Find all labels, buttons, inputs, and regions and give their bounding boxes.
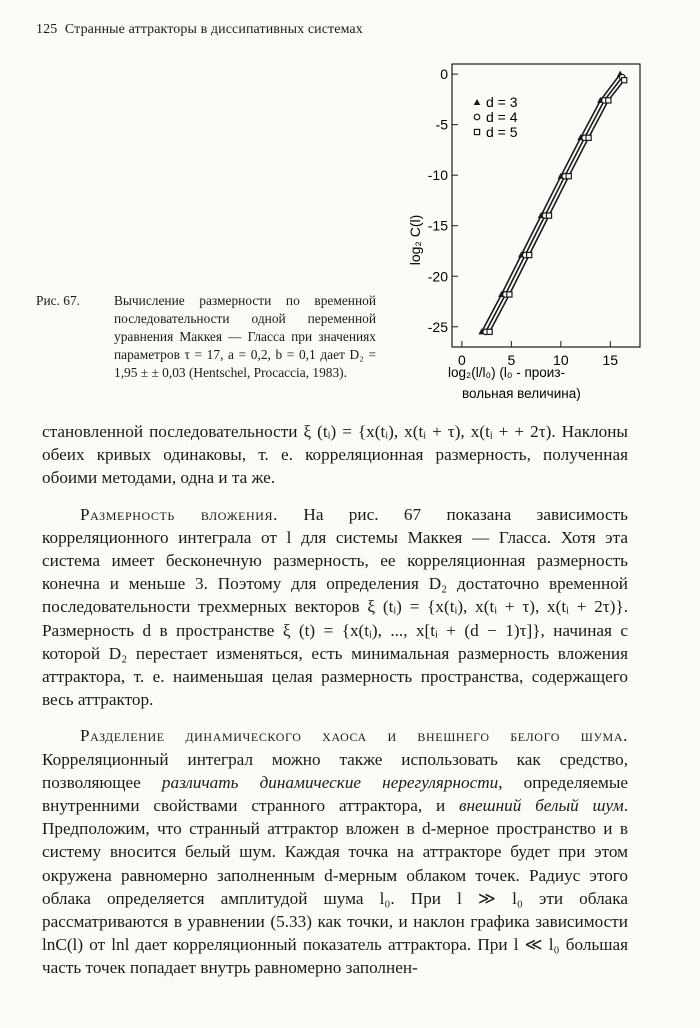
paragraph-3-emphasis-1: различать динамические нерегулярности [161,772,499,792]
paragraph-1: становленной последовательности ξ (tᵢ) = {x(tᵢ), x(tᵢ + τ), x(tᵢ + + 2τ). Наклоны обеих кривых одинаковы, т. е. корреляционная размерность, полученная обоими методами, одна и та же. [42,422,628,488]
data-point-square [586,135,591,140]
data-point-square [606,98,611,103]
paragraph-2-heading: Размерность вложения. [80,504,279,524]
paragraph-2 [42,503,628,712]
data-point-square [527,252,532,257]
data-point-square [487,329,492,334]
figure-caption [36,292,376,382]
data-point-square [566,174,571,179]
x-tick-label: 5 [507,352,516,368]
paragraph-3-text-b: , определяемые внутренними свойствами странного аттрактора, и [42,772,629,816]
y-tick-label: -25 [427,318,448,335]
legend-marker-circle [474,114,480,120]
x-axis-label-line1: log₂(l/l₀) (l₀ - произ- [448,365,565,380]
paragraph-3-emphasis-2: внешний белый шум [459,796,624,816]
paragraph-3-text-a: Корреляционный интеграл можно также использовать как средство, позволяющее [42,749,628,792]
paragraph-3-heading: Разделение динамического хаоса и внешнего белого шума. [80,726,628,746]
figure-67 [400,52,670,412]
paragraph-2-text: На рис. 67 показана зависимость корреляционного интеграла от l для системы Маккея — Гласса. Хотя эта система имеет бесконечную размерность, ее корреляционная размерность конечна и меньше 3. Поэтому для определения D₂ достаточно временной последовательности трехмерных векторов ξ (tᵢ) = {x(tᵢ), x(tᵢ + τ), x(tᵢ + 2τ)}. Размерность d в пространстве ξ (t) = {x(tᵢ), ..., x[tᵢ + (d − 1)τ]}, начиная с которой D₂ перестает изменяться, есть минимальная размерность вложения аттрактора, т. е. наименьшая целая размерность пространства, содержащего весь аттрактор. [42,504,628,710]
figure-caption-text: Вычисление размерности по временной последовательности одной переменной уравнения Маккея — Гласса при значениях параметров τ = 17, a = 0,2, b = 0,1 дает D₂ = 1,95 ± ± 0,03 (Hentschel, Procaccia, 1983). [114,293,376,380]
legend-marker-triangle [474,99,481,105]
legend-label: d = 3 [486,94,518,110]
page-number: 125 [36,22,58,37]
x-tick-label: 10 [553,352,569,368]
correlation-plot [400,52,670,412]
x-tick-label: 15 [602,352,619,368]
x-tick-label: 0 [457,352,466,368]
y-tick-label: -15 [427,217,448,234]
legend-label: d = 4 [486,109,518,125]
data-point-square [622,78,627,83]
data-point-square [507,292,512,297]
running-header [36,22,363,38]
body-text [42,420,628,980]
legend-marker-square [474,129,479,134]
figure-label: Рис. 67. [36,293,80,308]
y-tick-label: -10 [427,167,448,184]
y-tick-label: -20 [427,268,448,285]
paragraph-3-text-c: . Предположим, что странный аттрактор вложен в d-мерное пространство и в систему вносится белый шум. Каждая точка на аттракторе будет при этом окружена равномерно заполненным d-мерным облаком точек. Радиус этого облака определяется амплитудой шума l₀. При l ≫ l₀ эти облака рассматриваются в уравнении (5.33) как точки, и наклон графика зависимости lnC(l) от lnl дает корреляционный показатель аттрактора. При l ≪ l₀ большая часть точек попадает внутрь равномерно заполнен- [42,796,628,978]
y-tick-label: -5 [435,116,448,133]
legend-label: d = 5 [486,124,518,140]
x-axis-label-line2: вольная величина) [462,386,581,401]
y-axis-label: log₂ C(l) [407,214,423,266]
y-tick-label: 0 [440,66,448,83]
running-title: Странные аттракторы в диссипативных системах [64,22,363,37]
paragraph-3 [42,724,628,979]
data-point-square [546,213,551,218]
